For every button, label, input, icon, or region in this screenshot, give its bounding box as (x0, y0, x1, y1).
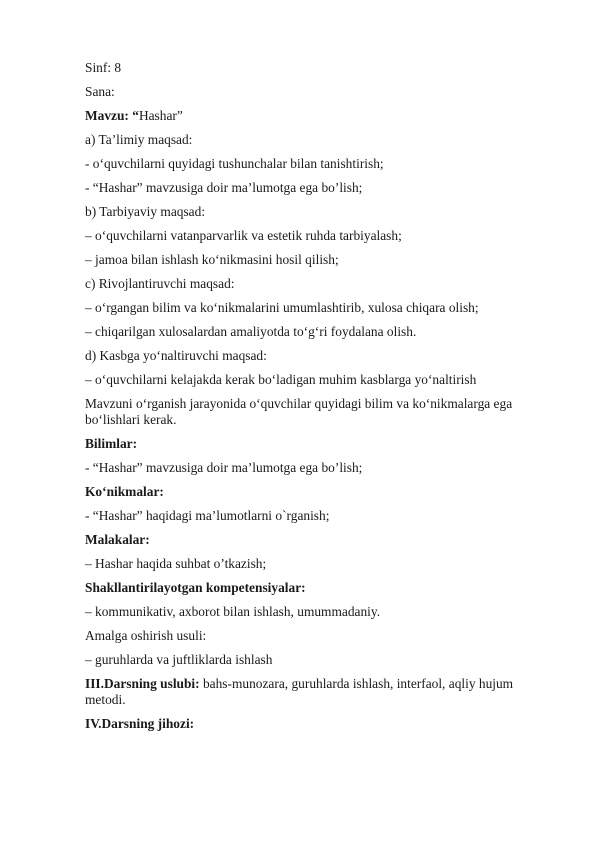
knowledge-label: Bilimlar: (85, 436, 138, 451)
method-heading: Amalga oshirish usuli: (85, 628, 207, 643)
outcomes-paragraph: Mavzuni o‘rganish jarayonida o‘quvchilar quyidagi bilim va ko‘nikmalarga ega bo‘lishlari kerak. (85, 396, 513, 427)
competencies-heading (85, 580, 545, 596)
educational-goal-item-2: - “Hashar” mavzusiga doir ma’lumotga ega bo’lish; (85, 180, 363, 195)
topic-line (85, 108, 545, 124)
skills-item-1: - “Hashar” haqidagi ma’lumotlarni o`rganish; (85, 508, 330, 523)
lesson-plan-page (85, 60, 545, 740)
lesson-style-line (85, 676, 545, 708)
upbringing-goal-item-1: – o‘quvchilarni vatanparvarlik va estetik ruhda tarbiyalash; (85, 228, 402, 243)
career-goal-heading: d) Kasbga yo‘naltiruvchi maqsad: (85, 348, 267, 363)
abilities-item-1: – Hashar haqida suhbat o’tkazish; (85, 556, 267, 571)
skills-heading (85, 484, 545, 500)
lesson-style-label: III.Darsning uslubi: (85, 676, 200, 691)
competencies-item-1: – kommunikativ, axborot bilan ishlash, umummadaniy. (85, 604, 381, 619)
developmental-goal-item-1: – o‘rgangan bilim va ko‘nikmalarini umumlashtirib, xulosa chiqara olish; (85, 300, 479, 315)
knowledge-item-1: - “Hashar” mavzusiga doir ma’lumotga ega bo’lish; (85, 460, 363, 475)
lesson-style-value: bahs-munozara, guruhlarda ishlash, interfaol, aqliy hujum metodi. (85, 676, 514, 707)
career-goal-item-1: – o‘quvchilarni kelajakda kerak bo‘ladigan muhim kasblarga yo‘naltirish (85, 372, 477, 387)
grade-line: Sinf: 8 (85, 60, 122, 75)
knowledge-heading (85, 436, 545, 452)
skills-label: Ko‘nikmalar: (85, 484, 164, 499)
abilities-label: Malakalar: (85, 532, 150, 547)
upbringing-goal-item-2: – jamoa bilan ishlash ko‘nikmasini hosil qilish; (85, 252, 339, 267)
competencies-label: Shakllantirilayotgan kompetensiyalar: (85, 580, 306, 595)
developmental-goal-heading: c) Rivojlantiruvchi maqsad: (85, 276, 235, 291)
topic-label: Mavzu: “ (85, 108, 139, 123)
educational-goal-heading: a) Ta’limiy maqsad: (85, 132, 193, 147)
method-item-1: – guruhlarda va juftliklarda ishlash (85, 652, 273, 667)
developmental-goal-item-2: – chiqarilgan xulosalardan amaliyotda to‘g‘ri foydalana olish. (85, 324, 417, 339)
date-line: Sana: (85, 84, 115, 99)
educational-goal-item-1: - o‘quvchilarni quyidagi tushunchalar bilan tanishtirish; (85, 156, 384, 171)
abilities-heading (85, 532, 545, 548)
equipment-label: IV.Darsning jihozi: (85, 716, 195, 731)
upbringing-goal-heading: b) Tarbiyaviy maqsad: (85, 204, 206, 219)
equipment-heading (85, 716, 545, 732)
topic-value: Hashar” (138, 108, 183, 123)
